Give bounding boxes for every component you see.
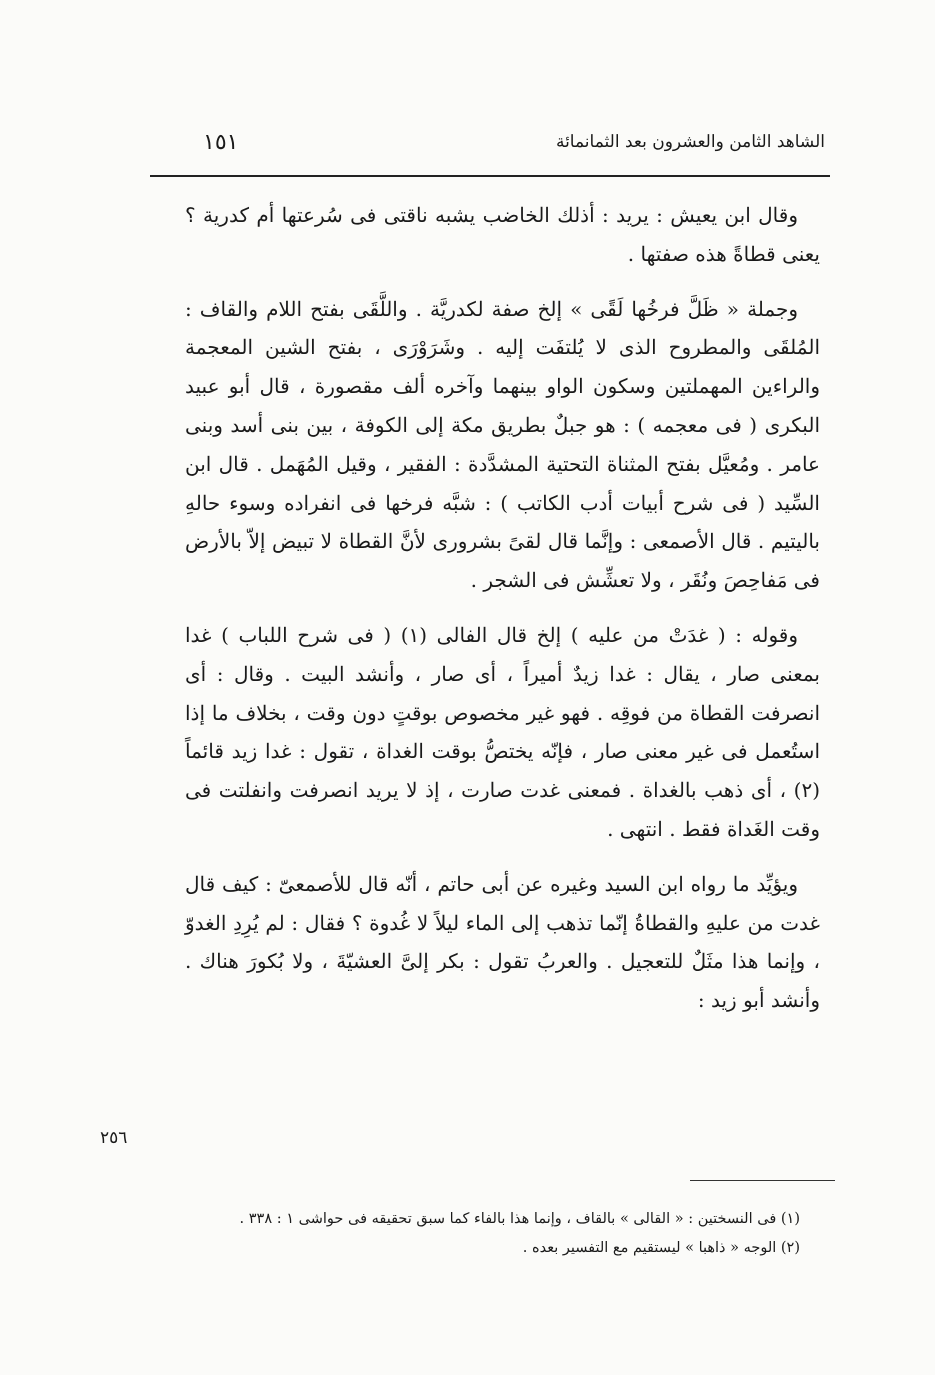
- side-page-number: ٢٥٦: [100, 1128, 128, 1148]
- page-number: ١٥١: [203, 130, 239, 155]
- body-text: [185, 196, 820, 1036]
- paragraph: ويؤيِّد ما رواه ابن السيد وغيره عن أبى حاتم ، أنّه قال للأصمعىّ : كيف قال غدت من عليهِ والقطاةُ إنّما تذهب إلى الماء ليلاً لا غُدوة ؟ فقال : لم يُرِدِ الغدوّ ، وإنما هذا مثَلٌ للتعجيل . والعربُ تقول : بكر إلىَّ العشيّةَ ، ولا بُكورَ هناك . وأنشد أبو زيد :: [185, 871, 820, 1013]
- footnotes: [200, 1205, 800, 1263]
- footnote-rule: [690, 1180, 835, 1181]
- footnote: (٢) الوجه « ذاهبا » ليستقيم مع التفسير بعده .: [522, 1240, 800, 1256]
- footnote: (١) فى النسختين : « القالى » بالقاف ، وإنما هذا بالفاء كما سبق تحقيقه فى حواشى ١ : ٣٣٨ .: [239, 1211, 800, 1227]
- paragraph: وقوله : ( غدَتْ من عليه ) إلخ قال الفالى (١) ( فى شرح اللباب ) غدا بمعنى صار ، يقال : غدا زيدٌ أميراً ، أى صار ، وأنشد البيت . وقال : أى انصرفت القطاة من فوقِه . فهو غير مخصوص بوقتٍ دون وقت ، بخلاف ما إذا استُعمل فى غير معنى صار ، فإنّه يختصُّ بوقت الغداة ، تقول : غدا زيد قائماً (٢) ، أى ذهب بالغداة . فمعنى غدت صارت ، إذ لا يريد انصرفت وانفلتت فى وقت الغَداة فقط . انتهى .: [185, 622, 820, 841]
- paragraph: وقال ابن يعيش : يريد : أذلك الخاضب يشبه ناقتى فى سُرعتها أم كدرية ؟ يعنى قطاةً هذه صفتها .: [185, 203, 820, 266]
- header-rule: [150, 175, 830, 177]
- running-head: [185, 130, 825, 164]
- paragraph: وجملة « ظَلَّ فرخُها لَقًى » إلخ صفة لكدريَّة . واللَّقَى بفتح اللام والقاف : المُلقَى والمطروح الذى لا يُلتفَت إليه . وشَرَوْرَى ، بفتح الشين المعجمة والراءين المهملتين وسكون الواو بينهما وآخره ألف مقصورة ، قال أبو عبيد البكرى ( فى معجمه ) : هو جبلٌ بطريق مكة إلى الكوفة ، بين بنى أسد وبنى عامر . ومُعيَّل بفتح المثناة التحتية المشدَّدة : الفقير ، وقيل المُهَمل . قال ابن السِّيد ( فى شرح أبيات أدب الكاتب ) : شبَّه فرخها فى انفراده وسوء حالهِ باليتيم . قال الأصمعى : وإنَّما قال لقىً بشرورى لأنَّ القطاة لا تبيض إلاّ بالأرض فى مَفاحِصَ ونُقَر ، ولا تعشِّش فى الشجر .: [185, 296, 820, 593]
- running-title: الشاهد الثامن والعشرون بعد الثمانمائة: [555, 132, 825, 152]
